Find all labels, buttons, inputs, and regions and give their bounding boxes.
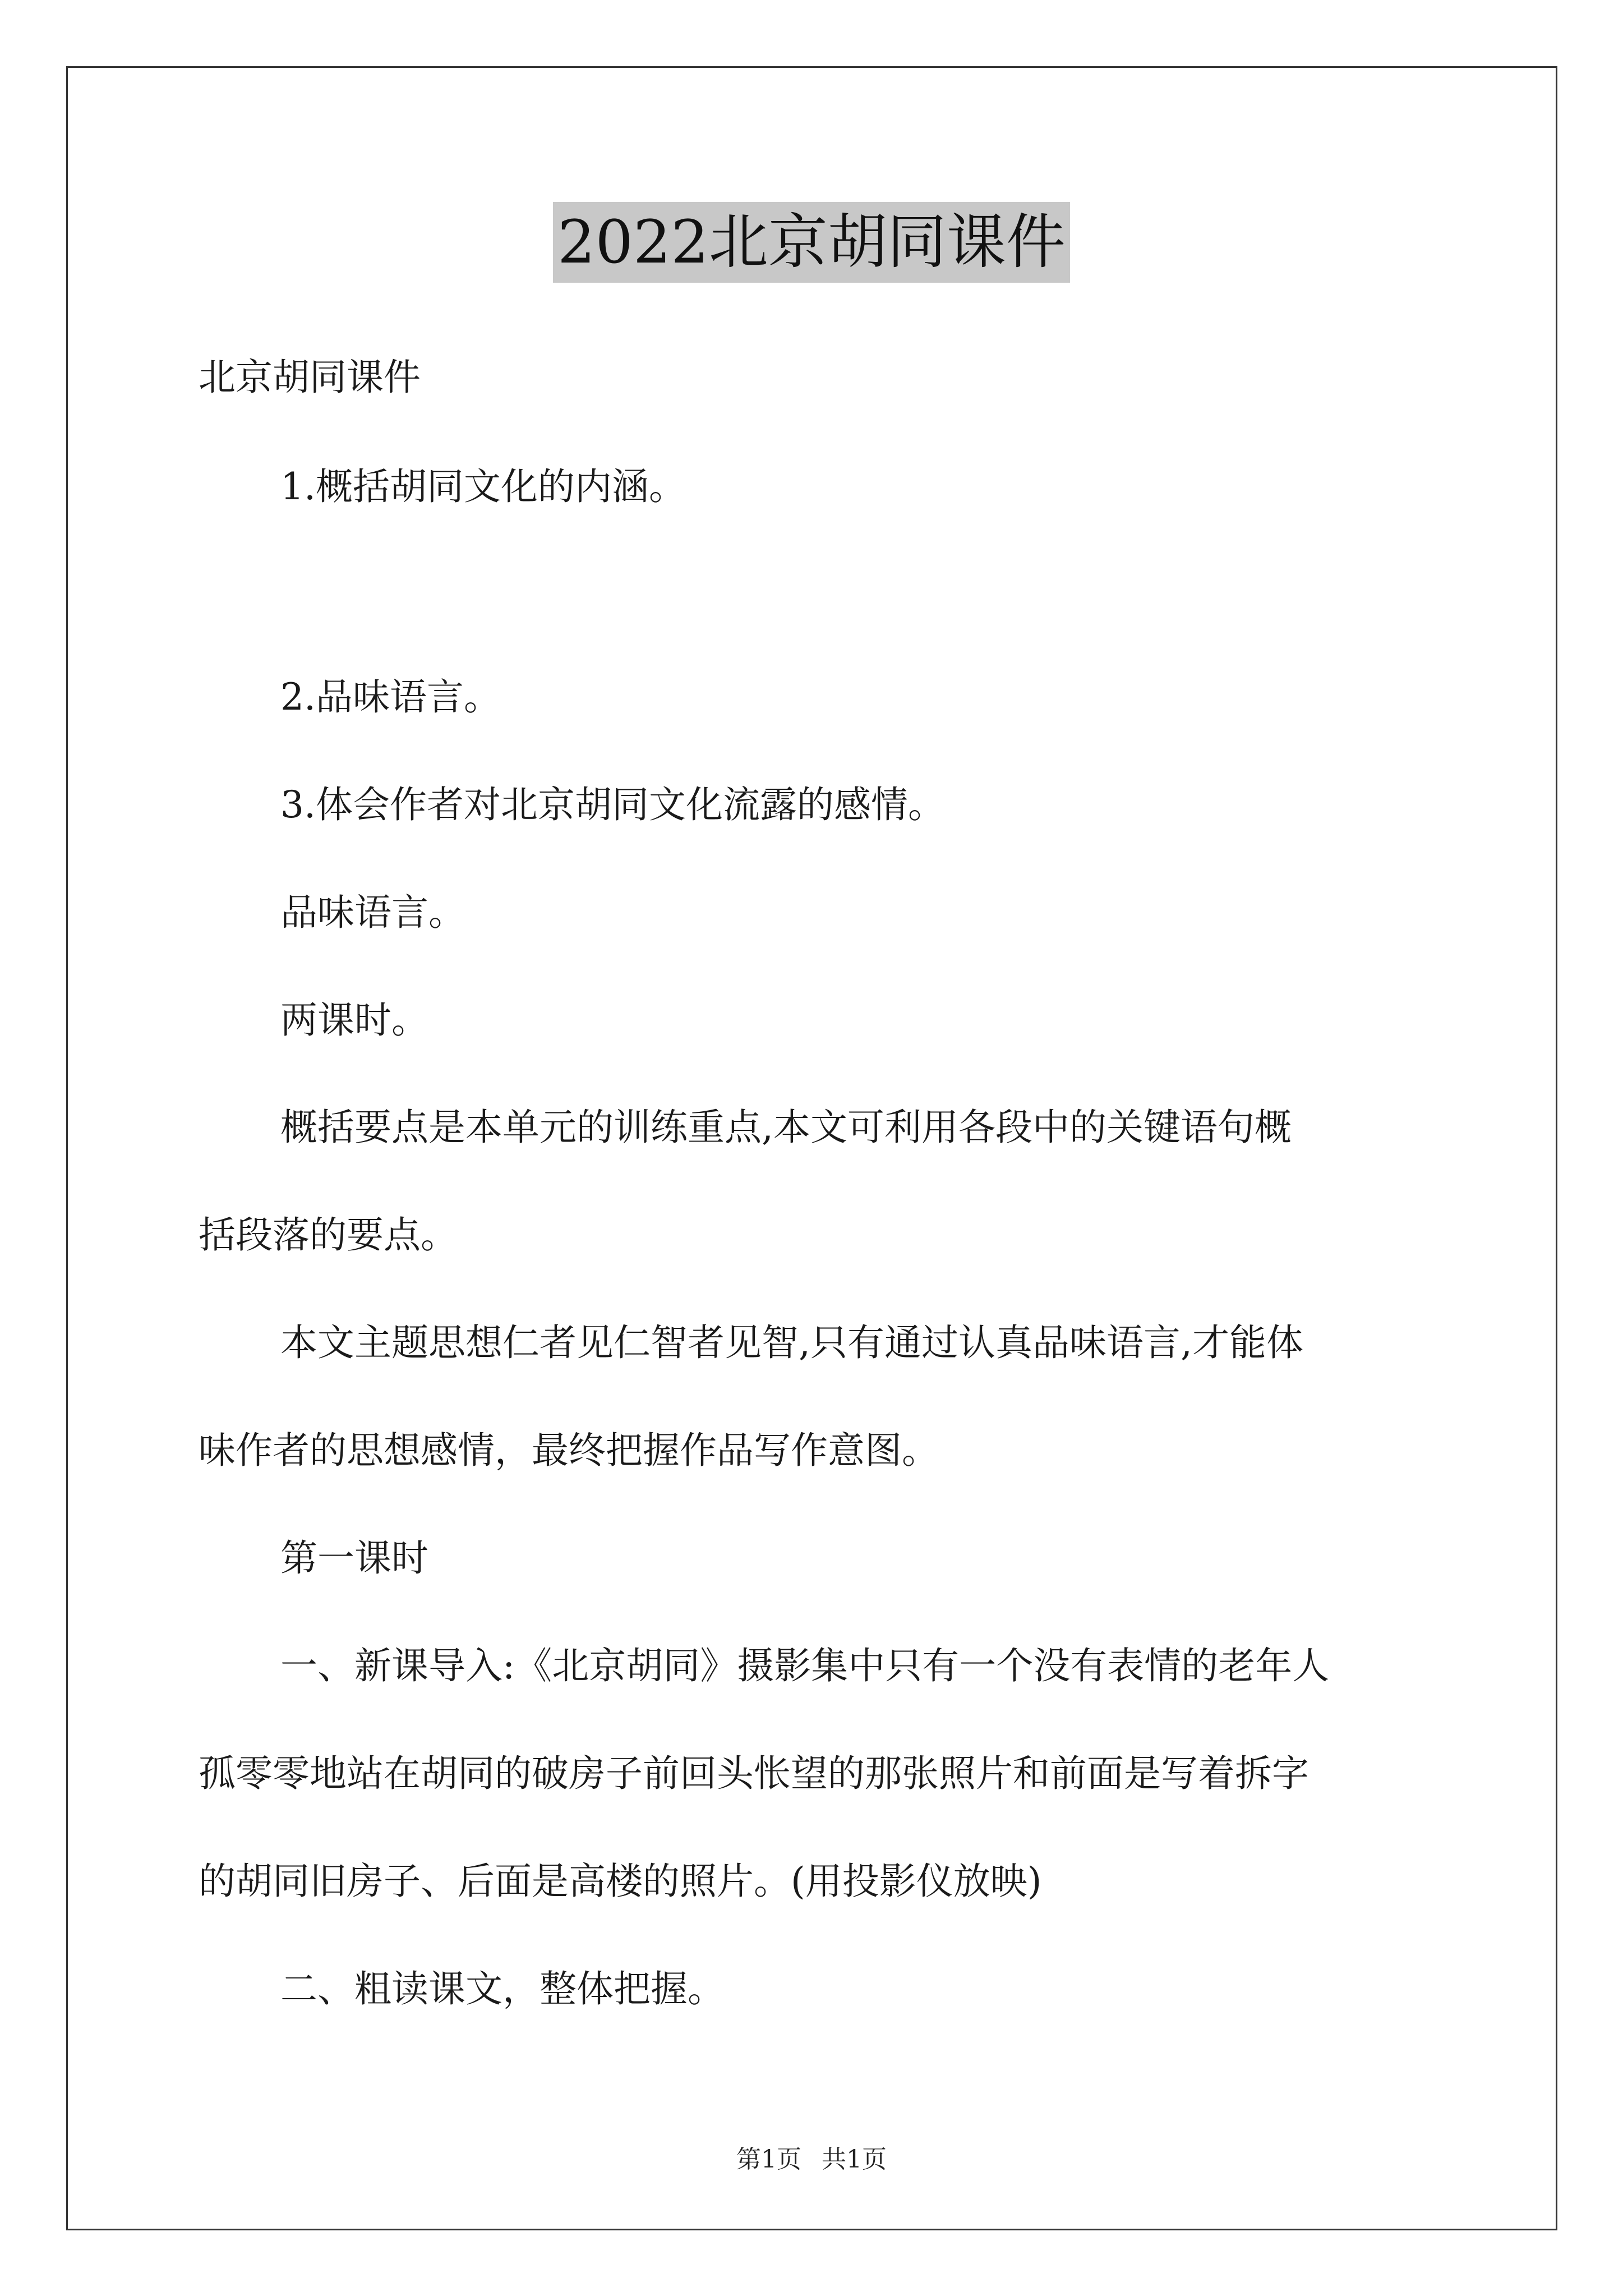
document-title: 2022北京胡同课件: [553, 202, 1070, 283]
title-container: [0, 202, 1623, 283]
paragraph: 一、新课导入:《北京胡同》摄影集中只有一个没有表情的老年人: [280, 1644, 1330, 1687]
page-total: 共1页: [822, 2145, 887, 2174]
page-number: 第1页: [736, 2145, 801, 2174]
page-footer: [0, 2143, 1623, 2177]
paragraph: 二、粗读课文，整体把握。: [280, 1967, 725, 2010]
paragraph: 品味语言。: [280, 891, 465, 934]
paragraph: 本文主题思想仁者见仁智者见智,只有通过认真品味语言,才能体: [280, 1321, 1303, 1364]
paragraph: 概括要点是本单元的训练重点,本文可利用各段中的关键语句概: [280, 1106, 1292, 1149]
section-heading: 第一课时: [280, 1536, 428, 1580]
paragraph: 2.品味语言。: [280, 675, 501, 719]
paragraph: 1.概括胡同文化的内涵。: [280, 465, 686, 508]
paragraph: 两课时。: [280, 999, 428, 1042]
paragraph-continuation: 味作者的思想感情，最终把握作品写作意图。: [199, 1429, 939, 1472]
paragraph-continuation: 孤零零地站在胡同的破房子前回头怅望的那张照片和前面是写着拆字: [199, 1752, 1309, 1795]
document-subtitle: 北京胡同课件: [199, 356, 421, 399]
paragraph: 3.体会作者对北京胡同文化流露的感情。: [280, 783, 945, 826]
paragraph-continuation: 括段落的要点。: [199, 1213, 458, 1257]
paragraph-continuation: 的胡同旧房子、后面是高楼的照片。(用投影仪放映): [199, 1860, 1042, 1903]
